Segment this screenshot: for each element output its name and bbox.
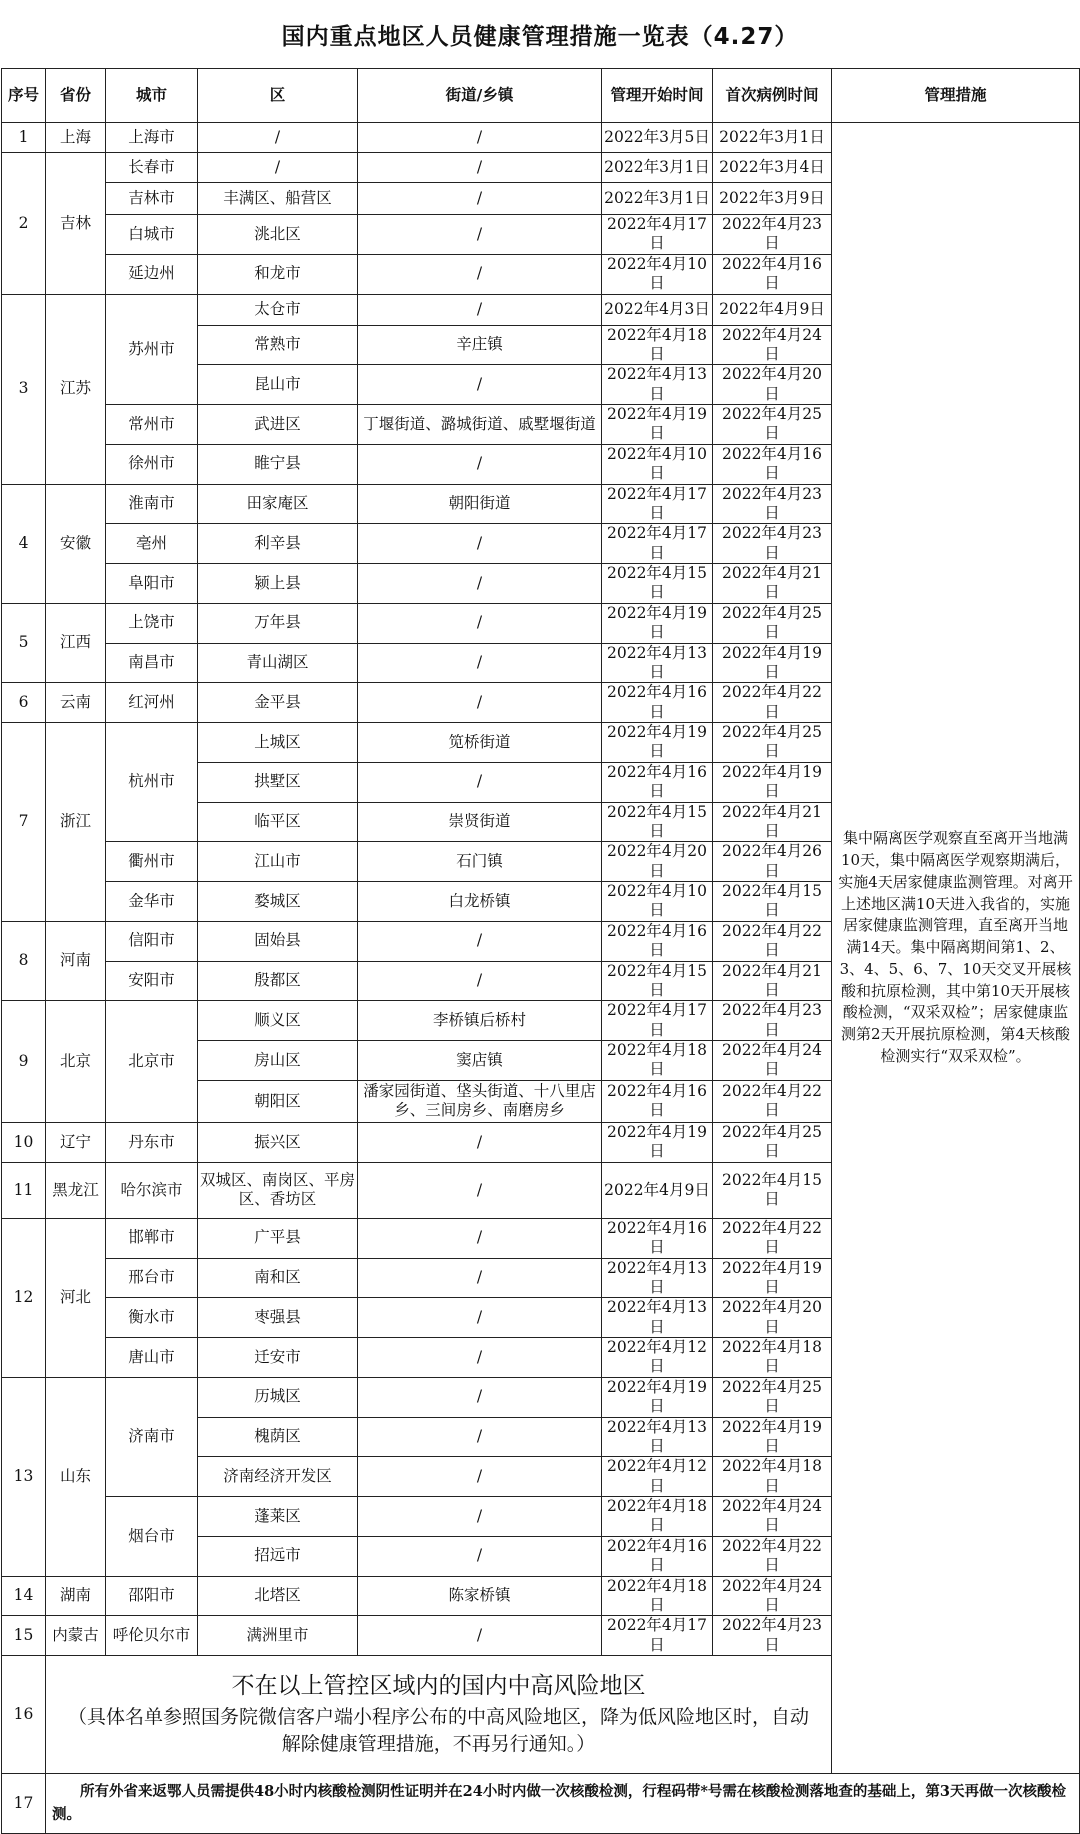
city-cell: 安阳市 bbox=[106, 961, 198, 1001]
province-cell: 浙江 bbox=[46, 723, 106, 922]
start-time-cell: 2022年4月15日 bbox=[602, 961, 713, 1001]
row-number: 1 bbox=[2, 123, 46, 153]
street-cell: / bbox=[358, 921, 602, 961]
district-cell: 睢宁县 bbox=[198, 444, 358, 484]
street-cell: / bbox=[358, 254, 602, 294]
province-cell: 云南 bbox=[46, 683, 106, 723]
first-case-cell: 2022年4月15日 bbox=[713, 1162, 832, 1218]
street-cell: / bbox=[358, 215, 602, 255]
first-case-cell: 2022年4月15日 bbox=[713, 882, 832, 922]
district-cell: 双城区、南岗区、平房区、香坊区 bbox=[198, 1162, 358, 1218]
first-case-cell: 2022年4月23日 bbox=[713, 215, 832, 255]
start-time-cell: 2022年4月15日 bbox=[602, 564, 713, 604]
city-cell: 徐州市 bbox=[106, 444, 198, 484]
header-measures: 管理措施 bbox=[832, 69, 1080, 123]
header-no: 序号 bbox=[2, 69, 46, 123]
start-time-cell: 2022年4月13日 bbox=[602, 643, 713, 683]
header-city: 城市 bbox=[106, 69, 198, 123]
start-time-cell: 2022年4月19日 bbox=[602, 405, 713, 445]
first-case-cell: 2022年3月4日 bbox=[713, 153, 832, 183]
start-time-cell: 2022年4月18日 bbox=[602, 325, 713, 365]
province-cell: 辽宁 bbox=[46, 1122, 106, 1162]
start-time-cell: 2022年4月16日 bbox=[602, 762, 713, 802]
street-cell: / bbox=[358, 1122, 602, 1162]
city-cell: 哈尔滨市 bbox=[106, 1162, 198, 1218]
start-time-cell: 2022年4月16日 bbox=[602, 1080, 713, 1122]
table-row bbox=[2, 123, 1080, 153]
city-cell: 衡水市 bbox=[106, 1298, 198, 1338]
city-cell: 苏州市 bbox=[106, 294, 198, 405]
first-case-cell: 2022年4月24日 bbox=[713, 1041, 832, 1081]
start-time-cell: 2022年4月19日 bbox=[602, 723, 713, 763]
street-cell: 丁堰街道、潞城街道、戚墅堰街道 bbox=[358, 405, 602, 445]
city-cell: 红河州 bbox=[106, 683, 198, 723]
street-cell: / bbox=[358, 564, 602, 604]
start-time-cell: 2022年4月12日 bbox=[602, 1457, 713, 1497]
province-cell: 江苏 bbox=[46, 294, 106, 484]
start-time-cell: 2022年4月16日 bbox=[602, 683, 713, 723]
street-cell: / bbox=[358, 1162, 602, 1218]
province-cell: 黑龙江 bbox=[46, 1162, 106, 1218]
street-cell: / bbox=[358, 1497, 602, 1537]
district-cell: 历城区 bbox=[198, 1377, 358, 1417]
start-time-cell: 2022年4月19日 bbox=[602, 603, 713, 643]
first-case-cell: 2022年4月24日 bbox=[713, 325, 832, 365]
first-case-cell: 2022年4月22日 bbox=[713, 683, 832, 723]
other-risk-areas-note bbox=[46, 1656, 832, 1774]
first-case-cell: 2022年4月25日 bbox=[713, 405, 832, 445]
first-case-cell: 2022年4月18日 bbox=[713, 1457, 832, 1497]
district-cell: 迁安市 bbox=[198, 1338, 358, 1378]
district-cell: 和龙市 bbox=[198, 254, 358, 294]
row-number: 3 bbox=[2, 294, 46, 484]
street-cell: / bbox=[358, 1536, 602, 1576]
start-time-cell: 2022年4月10日 bbox=[602, 882, 713, 922]
start-time-cell: 2022年4月13日 bbox=[602, 1258, 713, 1298]
city-cell: 长春市 bbox=[106, 153, 198, 183]
health-management-table bbox=[1, 68, 1080, 1834]
start-time-cell: 2022年4月13日 bbox=[602, 1417, 713, 1457]
start-time-cell: 2022年4月13日 bbox=[602, 365, 713, 405]
city-cell: 淮南市 bbox=[106, 484, 198, 524]
row-number: 6 bbox=[2, 683, 46, 723]
district-cell: 临平区 bbox=[198, 802, 358, 842]
district-cell: 南和区 bbox=[198, 1258, 358, 1298]
district-cell: 北塔区 bbox=[198, 1576, 358, 1616]
first-case-cell: 2022年4月9日 bbox=[713, 294, 832, 325]
start-time-cell: 2022年4月3日 bbox=[602, 294, 713, 325]
first-case-cell: 2022年4月22日 bbox=[713, 1218, 832, 1258]
street-cell: 李桥镇后桥村 bbox=[358, 1001, 602, 1041]
first-case-cell: 2022年4月19日 bbox=[713, 643, 832, 683]
street-cell: 白龙桥镇 bbox=[358, 882, 602, 922]
district-cell: 顺义区 bbox=[198, 1001, 358, 1041]
district-cell: 固始县 bbox=[198, 921, 358, 961]
district-cell: / bbox=[198, 123, 358, 153]
street-cell: 辛庄镇 bbox=[358, 325, 602, 365]
city-cell: 金华市 bbox=[106, 882, 198, 922]
city-cell: 延边州 bbox=[106, 254, 198, 294]
start-time-cell: 2022年4月18日 bbox=[602, 1497, 713, 1537]
district-cell: 颍上县 bbox=[198, 564, 358, 604]
row-number: 5 bbox=[2, 603, 46, 683]
row-number: 4 bbox=[2, 484, 46, 603]
street-cell: / bbox=[358, 365, 602, 405]
start-time-cell: 2022年4月9日 bbox=[602, 1162, 713, 1218]
district-cell: 招远市 bbox=[198, 1536, 358, 1576]
district-cell: 振兴区 bbox=[198, 1122, 358, 1162]
start-time-cell: 2022年4月18日 bbox=[602, 1041, 713, 1081]
row-number: 10 bbox=[2, 1122, 46, 1162]
district-cell: / bbox=[198, 153, 358, 183]
start-time-cell: 2022年4月18日 bbox=[602, 1576, 713, 1616]
street-cell: / bbox=[358, 961, 602, 1001]
first-case-cell: 2022年4月19日 bbox=[713, 762, 832, 802]
street-cell: / bbox=[358, 183, 602, 215]
district-cell: 昆山市 bbox=[198, 365, 358, 405]
province-cell: 河南 bbox=[46, 921, 106, 1001]
start-time-cell: 2022年4月15日 bbox=[602, 802, 713, 842]
city-cell: 邵阳市 bbox=[106, 1576, 198, 1616]
street-cell: / bbox=[358, 1417, 602, 1457]
first-case-cell: 2022年4月23日 bbox=[713, 1001, 832, 1041]
row-number: 8 bbox=[2, 921, 46, 1001]
city-cell: 济南市 bbox=[106, 1377, 198, 1496]
district-cell: 济南经济开发区 bbox=[198, 1457, 358, 1497]
other-risk-areas-detail: （具体名单参照国务院微信客户端小程序公布的中高风险地区，降为低风险地区时，自动解除健康管理措施，不再另行通知。） bbox=[67, 1706, 809, 1755]
street-cell: / bbox=[358, 603, 602, 643]
start-time-cell: 2022年4月17日 bbox=[602, 484, 713, 524]
start-time-cell: 2022年4月17日 bbox=[602, 215, 713, 255]
first-case-cell: 2022年4月19日 bbox=[713, 1417, 832, 1457]
district-cell: 丰满区、船营区 bbox=[198, 183, 358, 215]
city-cell: 北京市 bbox=[106, 1001, 198, 1123]
first-case-cell: 2022年4月25日 bbox=[713, 723, 832, 763]
row-number: 17 bbox=[2, 1774, 46, 1834]
row-number: 16 bbox=[2, 1656, 46, 1774]
city-cell: 衢州市 bbox=[106, 842, 198, 882]
city-cell: 烟台市 bbox=[106, 1497, 198, 1577]
street-cell: / bbox=[358, 153, 602, 183]
start-time-cell: 2022年4月20日 bbox=[602, 842, 713, 882]
district-cell: 常熟市 bbox=[198, 325, 358, 365]
province-cell: 河北 bbox=[46, 1218, 106, 1377]
start-time-cell: 2022年4月19日 bbox=[602, 1377, 713, 1417]
city-cell: 白城市 bbox=[106, 215, 198, 255]
first-case-cell: 2022年4月19日 bbox=[713, 1258, 832, 1298]
street-cell: / bbox=[358, 1377, 602, 1417]
city-cell: 信阳市 bbox=[106, 921, 198, 961]
street-cell: 崇贤街道 bbox=[358, 802, 602, 842]
district-cell: 洮北区 bbox=[198, 215, 358, 255]
first-case-cell: 2022年4月22日 bbox=[713, 1536, 832, 1576]
city-cell: 上海市 bbox=[106, 123, 198, 153]
district-cell: 上城区 bbox=[198, 723, 358, 763]
first-case-cell: 2022年3月1日 bbox=[713, 123, 832, 153]
district-cell: 太仓市 bbox=[198, 294, 358, 325]
row-number: 9 bbox=[2, 1001, 46, 1123]
first-case-cell: 2022年4月21日 bbox=[713, 564, 832, 604]
city-cell: 呼伦贝尔市 bbox=[106, 1616, 198, 1656]
street-cell: / bbox=[358, 762, 602, 802]
province-cell: 北京 bbox=[46, 1001, 106, 1123]
province-cell: 江西 bbox=[46, 603, 106, 683]
district-cell: 广平县 bbox=[198, 1218, 358, 1258]
street-cell: / bbox=[358, 123, 602, 153]
row-number: 14 bbox=[2, 1576, 46, 1616]
start-time-cell: 2022年4月17日 bbox=[602, 1616, 713, 1656]
first-case-cell: 2022年4月20日 bbox=[713, 1298, 832, 1338]
province-cell: 吉林 bbox=[46, 153, 106, 295]
district-cell: 金平县 bbox=[198, 683, 358, 723]
page-title: 国内重点地区人员健康管理措施一览表（4.27） bbox=[281, 23, 799, 50]
start-time-cell: 2022年4月10日 bbox=[602, 444, 713, 484]
row-number: 13 bbox=[2, 1377, 46, 1576]
start-time-cell: 2022年4月10日 bbox=[602, 254, 713, 294]
start-time-cell: 2022年3月1日 bbox=[602, 183, 713, 215]
street-cell: / bbox=[358, 1338, 602, 1378]
city-cell: 上饶市 bbox=[106, 603, 198, 643]
district-cell: 殷都区 bbox=[198, 961, 358, 1001]
first-case-cell: 2022年4月22日 bbox=[713, 921, 832, 961]
city-cell: 杭州市 bbox=[106, 723, 198, 842]
street-cell: / bbox=[358, 1298, 602, 1338]
district-cell: 江山市 bbox=[198, 842, 358, 882]
city-cell: 南昌市 bbox=[106, 643, 198, 683]
first-case-cell: 2022年4月23日 bbox=[713, 1616, 832, 1656]
province-cell: 湖南 bbox=[46, 1576, 106, 1616]
street-cell: / bbox=[358, 294, 602, 325]
row-number: 11 bbox=[2, 1162, 46, 1218]
header-street: 街道/乡镇 bbox=[358, 69, 602, 123]
first-case-cell: 2022年4月26日 bbox=[713, 842, 832, 882]
city-cell: 唐山市 bbox=[106, 1338, 198, 1378]
province-cell: 上海 bbox=[46, 123, 106, 153]
street-cell: / bbox=[358, 643, 602, 683]
province-cell: 安徽 bbox=[46, 484, 106, 603]
street-cell: 石门镇 bbox=[358, 842, 602, 882]
first-case-cell: 2022年4月18日 bbox=[713, 1338, 832, 1378]
start-time-cell: 2022年3月5日 bbox=[602, 123, 713, 153]
first-case-cell: 2022年4月16日 bbox=[713, 444, 832, 484]
street-cell: / bbox=[358, 444, 602, 484]
city-cell: 丹东市 bbox=[106, 1122, 198, 1162]
district-cell: 利辛县 bbox=[198, 524, 358, 564]
district-cell: 青山湖区 bbox=[198, 643, 358, 683]
row-number: 7 bbox=[2, 723, 46, 922]
management-measures: 集中隔离医学观察直至离开当地满10天，集中隔离医学观察期满后，实施4天居家健康监测管理。对离开上述地区满10天进入我省的，实施居家健康监测管理，直至离开当地满14天。集中隔离期间第1、2、3、4、5、6、7、10天交叉开展核酸和抗原检测，其中第10天开展核酸检测，“双采双检”；居家健康监测第2天开展抗原检测，第4天核酸检测实行“双采双检”。 bbox=[832, 123, 1080, 1774]
first-case-cell: 2022年4月22日 bbox=[713, 1080, 832, 1122]
first-case-cell: 2022年4月25日 bbox=[713, 603, 832, 643]
start-time-cell: 2022年4月16日 bbox=[602, 921, 713, 961]
first-case-cell: 2022年4月23日 bbox=[713, 524, 832, 564]
district-cell: 蓬莱区 bbox=[198, 1497, 358, 1537]
street-cell: / bbox=[358, 1218, 602, 1258]
first-case-cell: 2022年4月16日 bbox=[713, 254, 832, 294]
return-requirement-note: 所有外省来返鄂人员需提供48小时内核酸检测阴性证明并在24小时内做一次核酸检测，行程码带*号需在核酸检测落地查的基础上，第3天再做一次核酸检测。 bbox=[46, 1774, 1080, 1834]
province-cell: 内蒙古 bbox=[46, 1616, 106, 1656]
first-case-cell: 2022年4月21日 bbox=[713, 802, 832, 842]
street-cell: 潘家园街道、垡头街道、十八里店乡、三间房乡、南磨房乡 bbox=[358, 1080, 602, 1122]
district-cell: 朝阳区 bbox=[198, 1080, 358, 1122]
start-time-cell: 2022年4月12日 bbox=[602, 1338, 713, 1378]
table-row-17 bbox=[2, 1774, 1080, 1834]
start-time-cell: 2022年4月17日 bbox=[602, 524, 713, 564]
district-cell: 房山区 bbox=[198, 1041, 358, 1081]
city-cell: 邢台市 bbox=[106, 1258, 198, 1298]
first-case-cell: 2022年4月24日 bbox=[713, 1497, 832, 1537]
city-cell: 常州市 bbox=[106, 405, 198, 445]
header-start-time: 管理开始时间 bbox=[602, 69, 713, 123]
city-cell: 阜阳市 bbox=[106, 564, 198, 604]
city-cell: 邯郸市 bbox=[106, 1218, 198, 1258]
first-case-cell: 2022年4月25日 bbox=[713, 1122, 832, 1162]
row-number: 15 bbox=[2, 1616, 46, 1656]
header-row bbox=[2, 69, 1080, 123]
district-cell: 武进区 bbox=[198, 405, 358, 445]
district-cell: 满洲里市 bbox=[198, 1616, 358, 1656]
row-number: 12 bbox=[2, 1218, 46, 1377]
street-cell: 窦店镇 bbox=[358, 1041, 602, 1081]
district-cell: 枣强县 bbox=[198, 1298, 358, 1338]
first-case-cell: 2022年4月20日 bbox=[713, 365, 832, 405]
start-time-cell: 2022年4月16日 bbox=[602, 1218, 713, 1258]
street-cell: / bbox=[358, 1258, 602, 1298]
header-province: 省份 bbox=[46, 69, 106, 123]
first-case-cell: 2022年4月24日 bbox=[713, 1576, 832, 1616]
street-cell: / bbox=[358, 524, 602, 564]
city-cell: 吉林市 bbox=[106, 183, 198, 215]
start-time-cell: 2022年3月1日 bbox=[602, 153, 713, 183]
row-number: 2 bbox=[2, 153, 46, 295]
first-case-cell: 2022年4月23日 bbox=[713, 484, 832, 524]
district-cell: 婺城区 bbox=[198, 882, 358, 922]
district-cell: 槐荫区 bbox=[198, 1417, 358, 1457]
district-cell: 拱墅区 bbox=[198, 762, 358, 802]
street-cell: 笕桥街道 bbox=[358, 723, 602, 763]
start-time-cell: 2022年4月16日 bbox=[602, 1536, 713, 1576]
header-first-case-time: 首次病例时间 bbox=[713, 69, 832, 123]
first-case-cell: 2022年4月25日 bbox=[713, 1377, 832, 1417]
first-case-cell: 2022年3月9日 bbox=[713, 183, 832, 215]
district-cell: 万年县 bbox=[198, 603, 358, 643]
first-case-cell: 2022年4月21日 bbox=[713, 961, 832, 1001]
start-time-cell: 2022年4月13日 bbox=[602, 1298, 713, 1338]
city-cell: 亳州 bbox=[106, 524, 198, 564]
street-cell: 朝阳街道 bbox=[358, 484, 602, 524]
province-cell: 山东 bbox=[46, 1377, 106, 1576]
district-cell: 田家庵区 bbox=[198, 484, 358, 524]
header-district: 区 bbox=[198, 69, 358, 123]
street-cell: 陈家桥镇 bbox=[358, 1576, 602, 1616]
other-risk-areas-title: 不在以上管控区域内的国内中高风险地区 bbox=[231, 1672, 646, 1699]
street-cell: / bbox=[358, 1616, 602, 1656]
start-time-cell: 2022年4月19日 bbox=[602, 1122, 713, 1162]
street-cell: / bbox=[358, 1457, 602, 1497]
street-cell: / bbox=[358, 683, 602, 723]
start-time-cell: 2022年4月17日 bbox=[602, 1001, 713, 1041]
